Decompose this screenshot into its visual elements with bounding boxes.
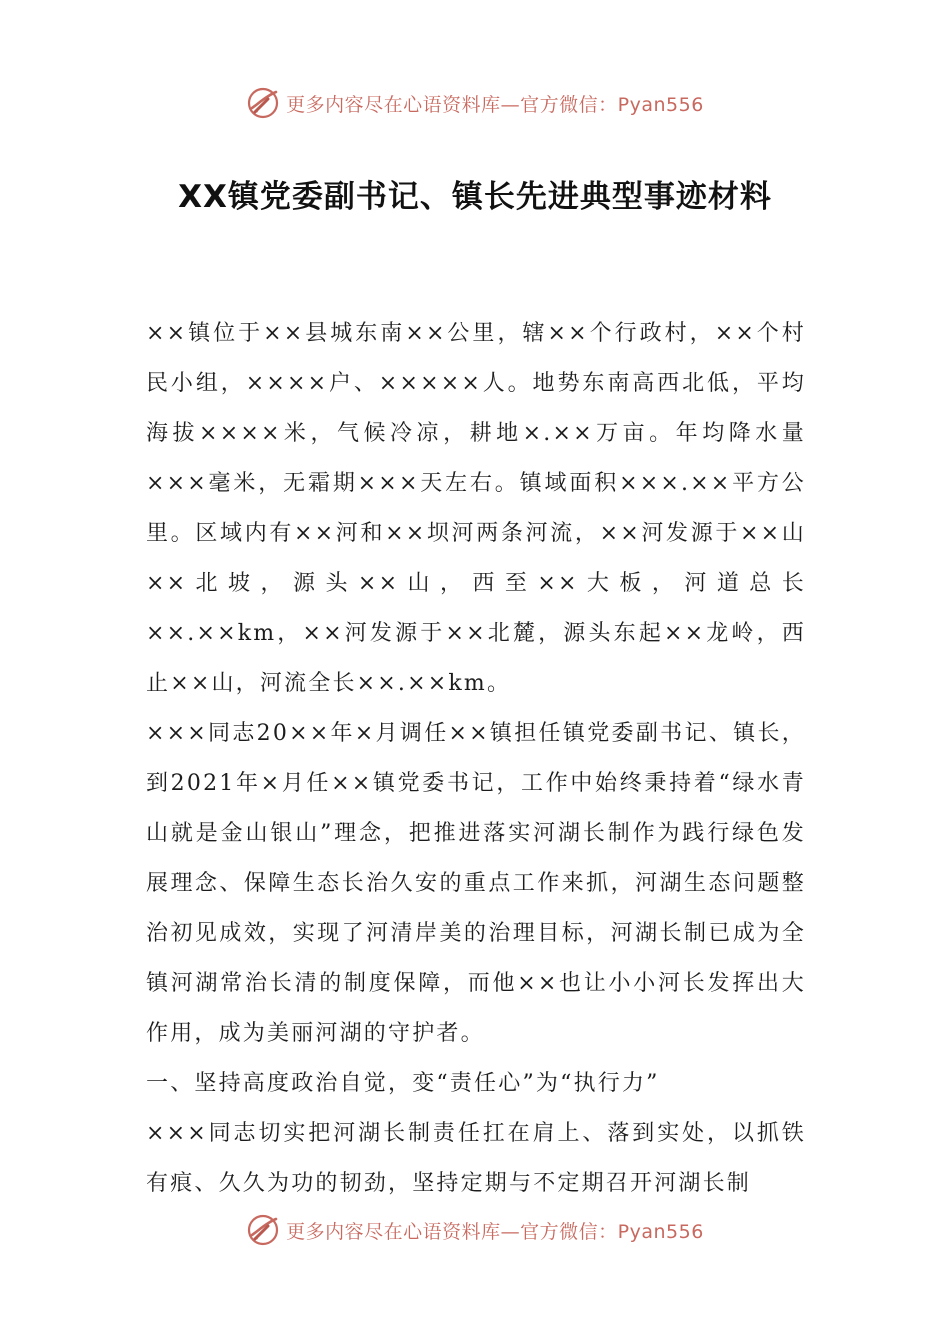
document-body xyxy=(146,309,806,1209)
watermark-text-cn: 更多内容尽在心语资料库—官方微信： xyxy=(286,93,618,116)
watermark-text xyxy=(286,1217,704,1244)
section-paragraph: ×××同志切实把河湖长制责任扛在肩上、落到实处，以抓铁有痕、久久为功的韧劲，坚持定期与不定期召开河湖长制 xyxy=(146,1121,806,1196)
paragraph-overview: ××镇位于××县城东南××公里，辖××个行政村，××个村民小组，××××户、×××××人。地势东南高西北低，平均海拔××××米，气候冷凉，耕地×.××万亩。年均降水量×××毫米，无霜期×××天左右。镇域面积×××.××平方公里。区域内有××河和××坝河两条河流，××河发源于××山××北坡，源头××山，西至××大板，河道总长××.××km，××河发源于××北麓，源头东起××龙岭，西止××山，河流全长××.××km。 xyxy=(146,321,806,696)
document-title: XX镇党委副书记、镇长先进典型事迹材料 xyxy=(178,179,772,215)
watermark-text-cn: 更多内容尽在心语资料库—官方微信： xyxy=(286,1220,618,1243)
section-heading: 一、坚持高度政治自觉，变“责任心”为“执行力” xyxy=(146,1071,660,1096)
watermark-header xyxy=(0,83,950,123)
paragraph-profile: ×××同志20××年×月调任××镇担任镇党委副书记、镇长，到2021年×月任××镇党委书记，工作中始终秉持着“绿水青山就是金山银山”理念，把推进落实河湖长制作为践行绿色发展理念、保障生态长治久安的重点工作来抓，河湖生态问题整治初见成效，实现了河清岸美的治理目标，河湖长制已成为全镇河湖常治长清的制度保障，而他××也让小小河长发挥出大作用，成为美丽河湖的守护者。 xyxy=(146,721,806,1046)
pen-logo-icon xyxy=(246,1213,280,1247)
watermark-wechat-id: Pyan556 xyxy=(617,1220,704,1243)
pen-logo-icon xyxy=(246,86,280,120)
watermark-wechat-id: Pyan556 xyxy=(617,93,704,116)
watermark-text xyxy=(286,90,704,117)
watermark-footer xyxy=(0,1210,950,1250)
